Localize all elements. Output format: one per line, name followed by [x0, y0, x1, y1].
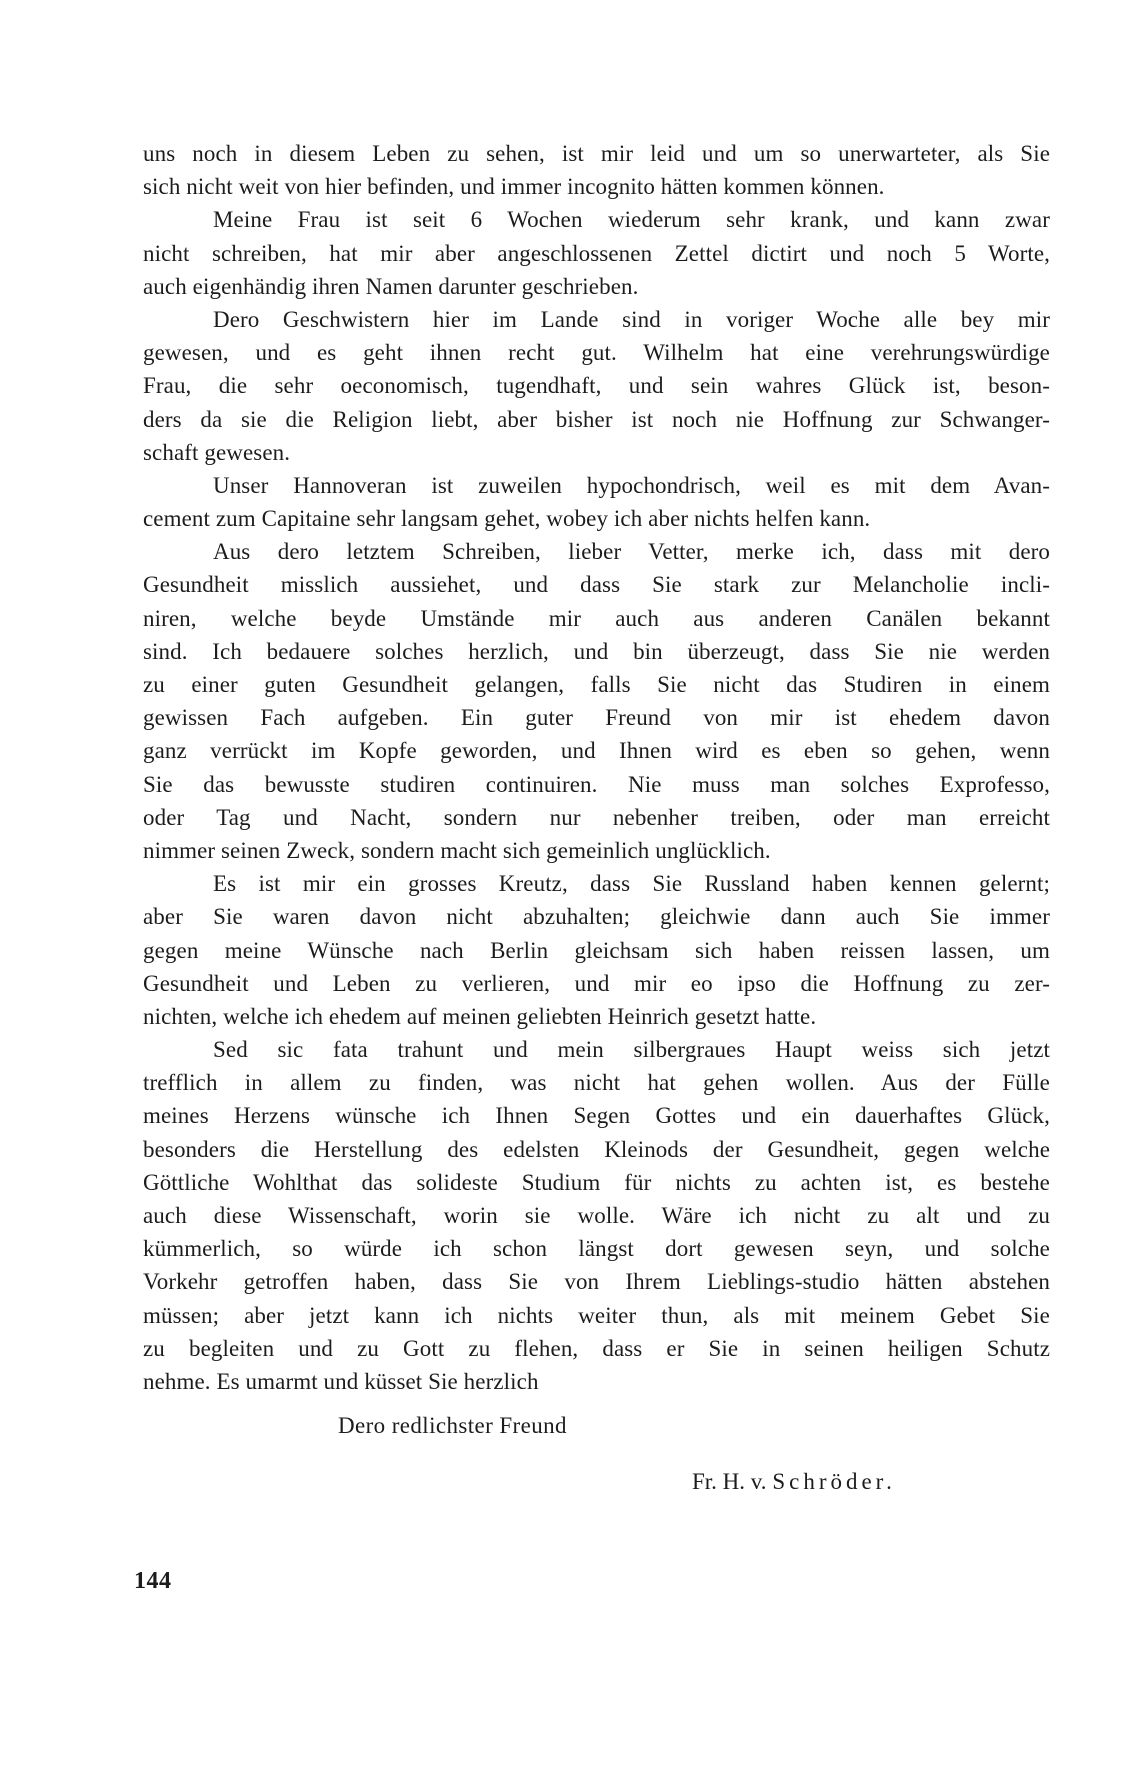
- text-line: ganz verrückt im Kopfe geworden, und Ihnen wird es eben so gehen, wenn: [143, 738, 1050, 764]
- text-line: nehme. Es umarmt und küsset Sie herzlich: [143, 1368, 539, 1394]
- page-number: 144: [134, 1568, 172, 1594]
- text-line: nicht schreiben, hat mir aber angeschlossenen Zettel dictirt und noch 5 Worte,: [143, 240, 1050, 266]
- text-line: nichten, welche ich ehedem auf meinen geliebten Heinrich gesetzt hatte.: [143, 1003, 817, 1029]
- text-line: kümmerlich, so würde ich schon längst dort gewesen seyn, und solche: [143, 1236, 1050, 1262]
- text-line: müssen; aber jetzt kann ich nichts weiter thun, als mit meinem Gebet Sie: [143, 1302, 1050, 1328]
- signature-initials: Fr. H. v.: [692, 1469, 767, 1494]
- text-line: meines Herzens wünsche ich Ihnen Segen Gottes und ein dauerhaftes Glück,: [143, 1103, 1050, 1129]
- text-line: besonders die Herstellung des edelsten Kleinods der Gesundheit, gegen welche: [143, 1136, 1050, 1162]
- text-line: Sie das bewusste studiren continuiren. Nie muss man solches Exprofesso,: [143, 771, 1050, 797]
- text-line: Dero Geschwistern hier im Lande sind in voriger Woche alle bey mir: [213, 306, 1050, 332]
- text-line: zu begleiten und zu Gott zu flehen, dass er Sie in seinen heiligen Schutz: [143, 1335, 1050, 1361]
- text-line: auch diese Wissenschaft, worin sie wolle. Wäre ich nicht zu alt und zu: [143, 1203, 1050, 1228]
- text-line: niren, welche beyde Umstände mir auch aus anderen Canälen bekannt: [143, 605, 1050, 631]
- text-line: Frau, die sehr oeconomisch, tugendhaft, und sein wahres Glück ist, beson-: [143, 373, 1050, 399]
- text-line: gegen meine Wünsche nach Berlin gleichsam sich haben reissen lassen, um: [143, 937, 1050, 963]
- text-line: Sed sic fata trahunt und mein silbergraues Haupt weiss sich jetzt: [213, 1037, 1050, 1063]
- text-line: gewesen, und es geht ihnen recht gut. Wilhelm hat eine verehrungswürdige: [143, 340, 1050, 366]
- text-line: Göttliche Wohlthat das solideste Studium für nichts zu achten ist, es bestehe: [143, 1169, 1050, 1195]
- text-line: oder Tag und Nacht, sondern nur nebenher treiben, oder man erreicht: [143, 804, 1050, 830]
- text-line: sind. Ich bedauere solches herzlich, und bin überzeugt, dass Sie nie werden: [143, 638, 1050, 664]
- text-line: nimmer seinen Zweck, sondern macht sich gemeinlich unglücklich.: [143, 837, 771, 863]
- text-line: uns noch in diesem Leben zu sehen, ist mir leid und um so unerwarteter, als Sie: [143, 141, 1050, 166]
- text-line: trefflich in allem zu finden, was nicht hat gehen wollen. Aus der Fülle: [143, 1070, 1050, 1096]
- text-line: Gesundheit und Leben zu verlieren, und mir eo ipso die Hoffnung zu zer-: [143, 970, 1050, 996]
- letter-closing: Dero redlichster Freund: [338, 1413, 567, 1438]
- letter-body: [143, 137, 1050, 1398]
- text-line: aber Sie waren davon nicht abzuhalten; gleichwie dann auch Sie immer: [143, 904, 1050, 930]
- text-line: schaft gewesen.: [143, 439, 291, 465]
- text-line: cement zum Capitaine sehr langsam gehet, wobey ich aber nichts helfen kann.: [143, 506, 871, 532]
- text-line: Aus dero letztem Schreiben, lieber Vetter, merke ich, dass mit dero: [213, 539, 1050, 565]
- text-line: Meine Frau ist seit 6 Wochen wiederum sehr krank, und kann zwar: [213, 207, 1050, 233]
- signature-surname: Schröder.: [772, 1469, 896, 1494]
- text-line: sich nicht weit von hier befinden, und immer incognito hätten kommen können.: [143, 174, 885, 200]
- text-line: Es ist mir ein grosses Kreutz, dass Sie Russland haben kennen gelernt;: [213, 871, 1050, 897]
- text-line: auch eigenhändig ihren Namen darunter geschrieben.: [143, 273, 639, 299]
- text-line: gewissen Fach aufgeben. Ein guter Freund von mir ist ehedem davon: [143, 705, 1050, 731]
- text-line: Unser Hannoveran ist zuweilen hypochondrisch, weil es mit dem Avan-: [213, 472, 1050, 498]
- text-line: ders da sie die Religion liebt, aber bisher ist noch nie Hoffnung zur Schwanger-: [143, 406, 1050, 432]
- letter-signature: [692, 1465, 896, 1498]
- text-line: Gesundheit misslich aussiehet, und dass Sie stark zur Melancholie incli-: [143, 572, 1050, 598]
- text-line: zu einer guten Gesundheit gelangen, falls Sie nicht das Studiren in einem: [143, 672, 1050, 697]
- text-line: Vorkehr getroffen haben, dass Sie von Ihrem Lieblings-studio hätten abstehen: [143, 1269, 1050, 1295]
